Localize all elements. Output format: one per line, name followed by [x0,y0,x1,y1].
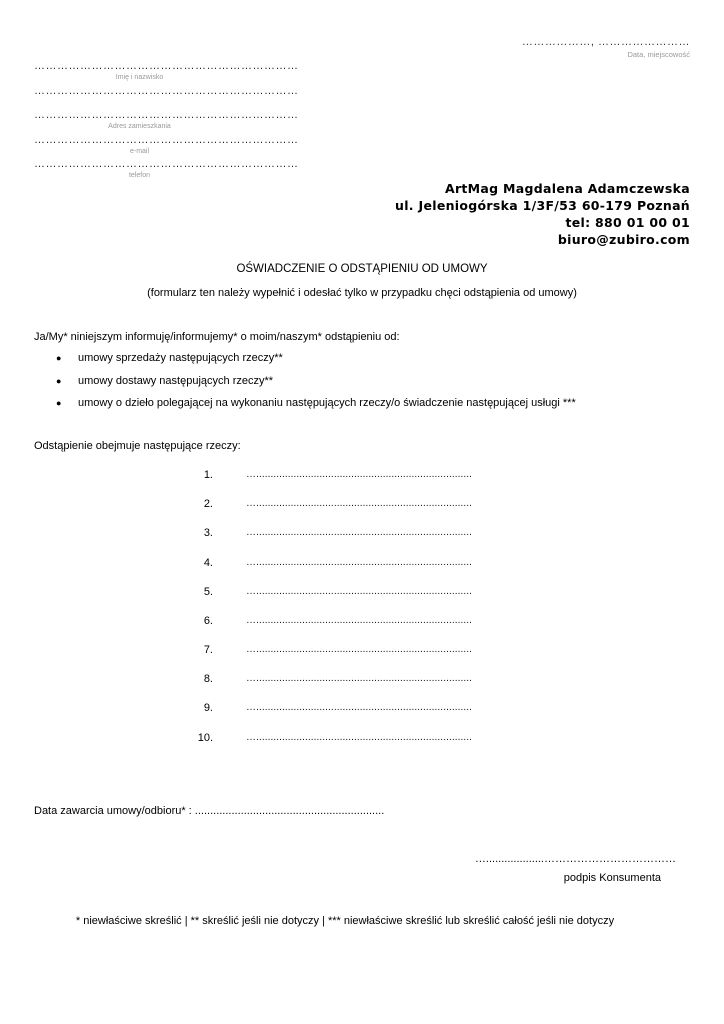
item-number: 6. [203,615,213,627]
item-line[interactable]: …........................................................................... [246,702,472,713]
bullet-icon: ● [56,398,62,408]
phone-line[interactable]: …………………………………………………………… [34,158,299,170]
bullet-delivery: umowy dostawy następujących rzeczy** [78,375,274,387]
company-phone: tel: 880 01 00 01 [565,215,690,230]
item-number: 1. [203,469,213,481]
item-number: 10. [197,732,213,744]
bullet-icon: ● [56,376,62,386]
address-caption: Adres zamieszkania [108,123,171,130]
phone-caption: telefon [128,172,151,179]
item-number: 3. [203,527,213,539]
item-line[interactable]: …........................................................................... [246,732,472,743]
item-line[interactable]: …........................................................................... [246,557,472,568]
company-block [395,180,690,248]
date-place-line[interactable]: ………………, …………………… [521,36,690,48]
item-line[interactable]: …........................................................................... [246,527,472,538]
item-line[interactable]: …........................................................................... [246,615,472,626]
address-line[interactable]: …………………………………………………………… [34,109,299,121]
items-heading: Odstąpienie obejmuje następujące rzeczy: [34,440,241,452]
contract-date-field[interactable]: Data zawarcia umowy/odbioru* : .............................................................. [34,805,385,817]
item-line[interactable]: …........................................................................... [246,673,472,684]
item-number: 4. [203,557,213,569]
email-caption: e-mail [129,148,150,155]
email-line[interactable]: …………………………………………………………… [34,134,299,146]
item-number: 5. [203,586,213,598]
signature-line[interactable]: …...................……………………………… [474,853,676,865]
date-place-caption: Data, miejscowość [627,50,690,59]
form-subtitle: (formularz ten należy wypełnić i odesłać tylko w przypadku chęci odstąpienia od umowy) [147,287,577,299]
name-caption: Imię i nazwisko [115,74,164,81]
item-number: 7. [203,644,213,656]
item-number: 2. [203,498,213,510]
company-address: ul. Jeleniogórska 1/3F/53 60-179 Poznań [395,198,690,213]
item-number: 8. [203,673,213,685]
form-title: OŚWIADCZENIE O ODSTĄPIENIU OD UMOWY [236,263,488,275]
bullet-sale: umowy sprzedaży następujących rzeczy** [78,352,283,364]
item-line[interactable]: …........................................................................... [246,644,472,655]
item-line[interactable]: …........................................................................... [246,469,472,480]
footnote: * niewłaściwe skreślić | ** skreślić jeśli nie dotyczy | *** niewłaściwe skreślić lub skreślić całość jeśli nie dotyczy [75,915,615,927]
name-line-2[interactable]: …………………………………………………………… [34,85,299,97]
item-line[interactable]: …........................................................................... [246,498,472,509]
signature-label: podpis Konsumenta [563,872,661,884]
intro-text: Ja/My* niniejszym informuję/informujemy* o moim/naszym* odstąpieniu od: [34,331,400,343]
item-line[interactable]: …........................................................................... [246,586,472,597]
name-line[interactable]: …………………………………………………………… [34,60,299,72]
bullet-work-service: umowy o dzieło polegającej na wykonaniu następujących rzeczy/o świadczenie następującej usługi *** [78,397,576,409]
company-email: biuro@zubiro.com [557,232,690,247]
bullet-icon: ● [56,353,62,363]
item-number: 9. [203,702,213,714]
company-name: ArtMag Magdalena Adamczewska [444,181,690,196]
